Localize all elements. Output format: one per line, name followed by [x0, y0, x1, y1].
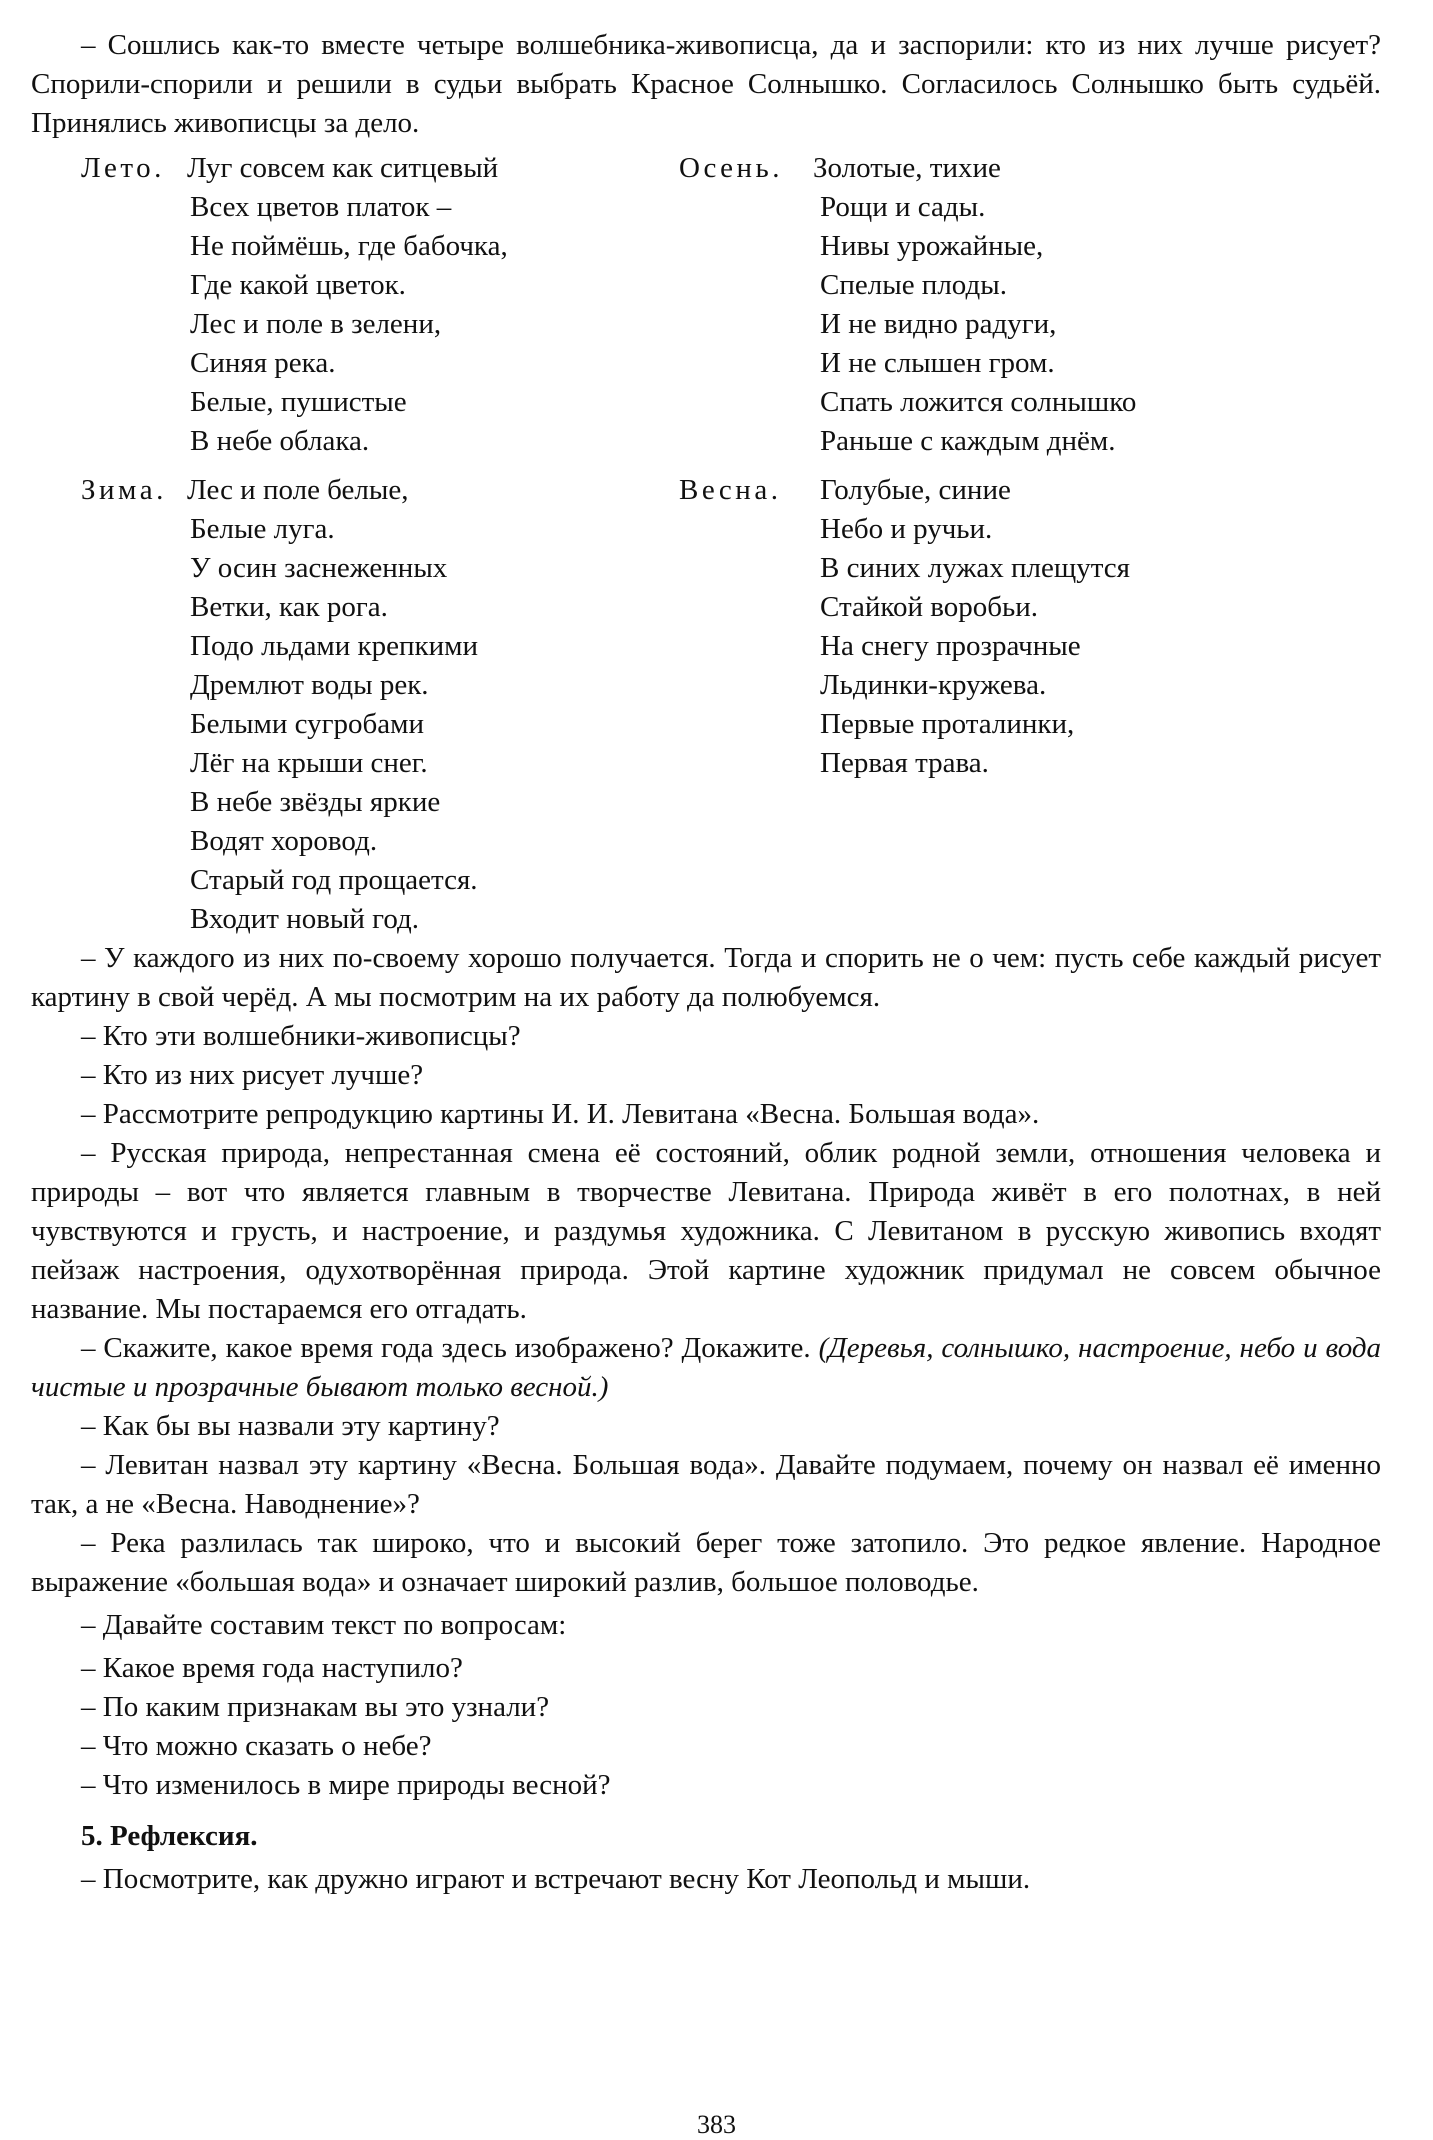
poem-line: Стайкой воробьи. [820, 591, 1039, 623]
intro-paragraph: – Сошлись как-то вместе четыре волшебника-живописца, да и заспорили: кто из них лучше рисует? Спорили-спорили и решили в судьи выбрать Красное Солнышко. Согласилось Солнышко быть судьёй. Принялись живописцы за дело. [31, 29, 1381, 139]
dialogue-paragraph: – Русская природа, непрестанная смена её состояний, облик родной земли, отношения человека и природы – вот что является главным в творчестве Левитана. Природа живёт в его полотнах, в ней чувствуются и грусть, и настроение, и раздумья художника. С Левитаном в русскую живопись входят пейзаж настроения, одухотворённая природа. Этой картине художник придумал не совсем обычное название. Мы постараемся его отгадать. [31, 1137, 1381, 1325]
poem-line: Луг совсем как ситцевый [187, 152, 499, 184]
poem-lines [813, 149, 1136, 461]
poem-line: Синяя река. [190, 347, 336, 379]
dialogue-paragraph: – Река разлилась так широко, что и высокий берег тоже затопило. Это редкое явление. Народное выражение «большая вода» и означает широкий разлив, большое половодье. [31, 1527, 1381, 1598]
poem-line: И не видно радуги, [820, 308, 1057, 340]
poem-line: Спать ложится солнышко [820, 386, 1137, 418]
poem-line: Подо льдами крепкими [190, 630, 479, 662]
dialogue-paragraph: – Рассмотрите репродукцию картины И. И. Левитана «Весна. Большая вода». [81, 1098, 1040, 1130]
poem-line: Лес и поле в зелени, [190, 308, 442, 340]
poem-line: Льдинки-кружева. [820, 669, 1047, 701]
question-item: – Что изменилось в мире природы весной? [81, 1769, 611, 1801]
poem-line: Белыми сугробами [190, 708, 424, 740]
dialogue-paragraph: – Кто эти волшебники-живописцы? [81, 1020, 521, 1052]
poem-label: Лето. [81, 152, 165, 184]
poem-line: У осин заснеженных [190, 552, 448, 584]
section-heading: 5. Рефлексия. [81, 1820, 258, 1852]
dialogue-text: – Скажите, какое время года здесь изображено? Докажите. [81, 1332, 819, 1364]
poem-line: Небо и ручьи. [820, 513, 993, 545]
dialogue-paragraph: – У каждого из них по-своему хорошо получается. Тогда и спорить не о чем: пусть себе каждый рисует картину в свой черёд. А мы посмотрим на их работу да полюбуемся. [31, 942, 1381, 1013]
poem-line: Первые проталинки, [820, 708, 1075, 740]
poem-line: Золотые, тихие [813, 152, 1001, 184]
question-item: – По каким признакам вы это узнали? [81, 1691, 550, 1723]
section-text: – Посмотрите, как дружно играют и встречают весну Кот Леопольд и мыши. [81, 1863, 1031, 1895]
poem-label: Осень. [679, 152, 784, 184]
poem-line: Водят хоровод. [190, 825, 378, 857]
poem-line: Белые луга. [190, 513, 335, 545]
poem-line: И не слышен гром. [820, 347, 1055, 379]
poem-line: Где какой цветок. [190, 269, 406, 301]
poem-label: Весна. [679, 474, 782, 506]
poem-line: Рощи и сады. [820, 191, 986, 223]
poem-line: Ветки, как рога. [190, 591, 388, 623]
dialogue [31, 939, 1381, 1602]
dialogue-paragraph: – Левитан назвал эту картину «Весна. Большая вода». Давайте подумаем, почему он назвал её именно так, а не «Весна. Наводнение»? [31, 1449, 1381, 1520]
poem-lines [187, 471, 478, 939]
poem-line: В небе облака. [190, 425, 370, 457]
poem-line: Первая трава. [820, 747, 989, 779]
poem-line: На снегу прозрачные [820, 630, 1081, 662]
dialogue-paragraph: – Кто из них рисует лучше? [81, 1059, 424, 1091]
poem-line: Белые, пушистые [190, 386, 407, 418]
seasons-poems [31, 149, 1381, 939]
questions-intro: – Давайте составим текст по вопросам: [81, 1609, 567, 1641]
poem-line: В небе звёзды яркие [190, 786, 441, 818]
poem-line: Входит новый год. [190, 903, 420, 935]
poem-line: Нивы урожайные, [820, 230, 1044, 262]
poem-line: Дремлют воды рек. [190, 669, 429, 701]
poem-line: Голубые, синие [820, 474, 1011, 506]
poem-lines [187, 149, 508, 461]
poem-line: В синих лужах плещутся [820, 552, 1130, 584]
poem-line: Всех цветов платок – [190, 191, 452, 223]
poem-line: Лёг на крыши снег. [190, 747, 428, 779]
question-item: – Какое время года наступило? [81, 1652, 463, 1684]
poem-lines [820, 471, 1130, 783]
dialogue-paragraph [31, 1329, 1381, 1407]
page-content [31, 26, 1381, 1899]
dialogue-paragraph: – Как бы вы назвали эту картину? [81, 1410, 500, 1442]
poem-line: Лес и поле белые, [187, 474, 409, 506]
poem-line: Не поймёшь, где бабочка, [190, 230, 508, 262]
page-number: 383 [697, 2110, 736, 2139]
poem-label: Зима. [81, 474, 167, 506]
poem-line: Старый год прощается. [190, 864, 478, 896]
question-item: – Что можно сказать о небе? [81, 1730, 432, 1762]
dialogue-answer-italic: (Деревья, солнышко, настроение, небо и вода чистые и прозрачные бывают только весной.) [31, 1332, 1381, 1403]
poem-line: Раньше с каждым днём. [820, 425, 1116, 457]
poem-line: Спелые плоды. [820, 269, 1007, 301]
